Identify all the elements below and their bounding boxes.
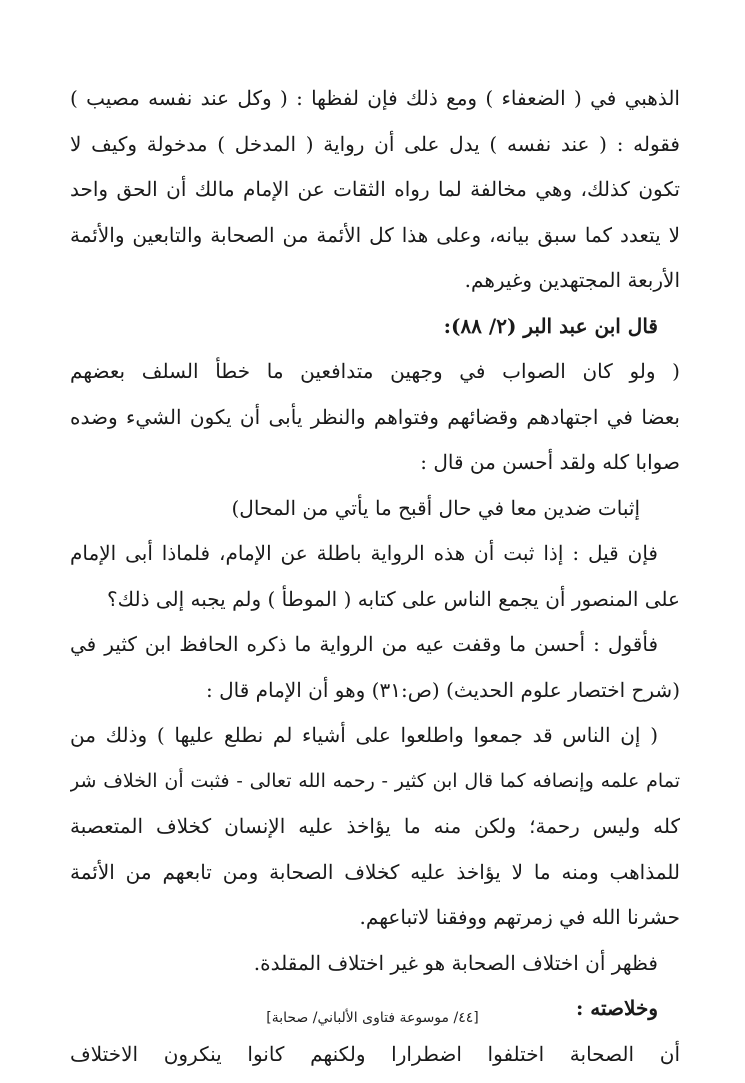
text-line: فأقول : أحسن ما وقفت عيه من الرواية ما ذكره الحافظ ابن كثير في — [70, 632, 658, 656]
quote-line: صوابا كله ولقد أحسن من قال : — [420, 450, 680, 474]
text-line: تكون كذلك، وهي مخالفة لما رواه الثقات عن الإمام مالك أن الحق واحد — [70, 177, 680, 201]
text-line: لا يتعدد كما سبق بيانه، وعلى هذا كل الأئمة من الصحابة والتابعين والأئمة — [70, 222, 680, 247]
quote-line: بعضا في اجتهادهم وقضائهم وفتواهم والنظر يأبى أن يكون الشيء وضده — [70, 404, 680, 429]
page-body — [70, 76, 680, 1077]
text-line: حشرنا الله في زمرتهم ووفقنا لاتباعهم. — [359, 905, 680, 929]
text-line: فظهر أن اختلاف الصحابة هو غير اختلاف المقلدة. — [253, 950, 658, 975]
text-line: الأربعة المجتهدين وغيرهم. — [464, 268, 680, 292]
text-line: للمذاهب ومنه ما لا يؤاخذ عليه كخلاف الصحابة ومن تابعهم من الأئمة — [70, 859, 680, 884]
text-line: تمام علمه وإنصافه كما قال ابن كثير - رحمه الله تعالى - فثبت أن الخلاف شر — [70, 769, 680, 792]
text-line: فقوله : ( عند نفسه ) يدل على أن رواية ( المدخل ) مدخولة وكيف لا — [70, 131, 680, 156]
quote-line: ( إن الناس قد جمعوا واطلعوا على أشياء لم نطلع عليها ) وذلك من — [70, 723, 658, 747]
quote-line: ( ولو كان الصواب في وجهين متدافعين ما خطأ السلف بعضهم — [70, 359, 680, 383]
text-line: الذهبي في ( الضعفاء ) ومع ذلك فإن لفظها : ( وكل عند نفسه مصيب ) — [70, 86, 680, 110]
text-line: أن الصحابة اختلفوا اضطرارا ولكنهم كانوا ينكرون الاختلاف — [70, 1041, 680, 1066]
section-heading: وخلاصته : — [575, 996, 658, 1020]
text-line: على المنصور أن يجمع الناس على كتابه ( الموطأ ) ولم يجبه إلى ذلك؟ — [107, 586, 680, 611]
verse-line: إثبات ضدين معا في حال أقبح ما يأتي من المحال) — [231, 495, 640, 520]
text-line: (شرح اختصار علوم الحديث) (ص:٣١) وهو أن الإمام قال : — [206, 677, 680, 702]
text-line: كله وليس رحمة؛ ولكن منه ما يؤاخذ عليه الإنسان كخلاف المتعصبة — [70, 814, 680, 838]
page-footer: [٤٤/ موسوعة فتاوى الألباني/ صحابة] — [266, 1010, 479, 1026]
section-heading: قال ابن عبد البر (٢/ ٨٨): — [443, 313, 658, 338]
text-line: فإن قيل : إذا ثبت أن هذه الرواية باطلة عن الإمام، فلماذا أبى الإمام — [70, 541, 658, 565]
